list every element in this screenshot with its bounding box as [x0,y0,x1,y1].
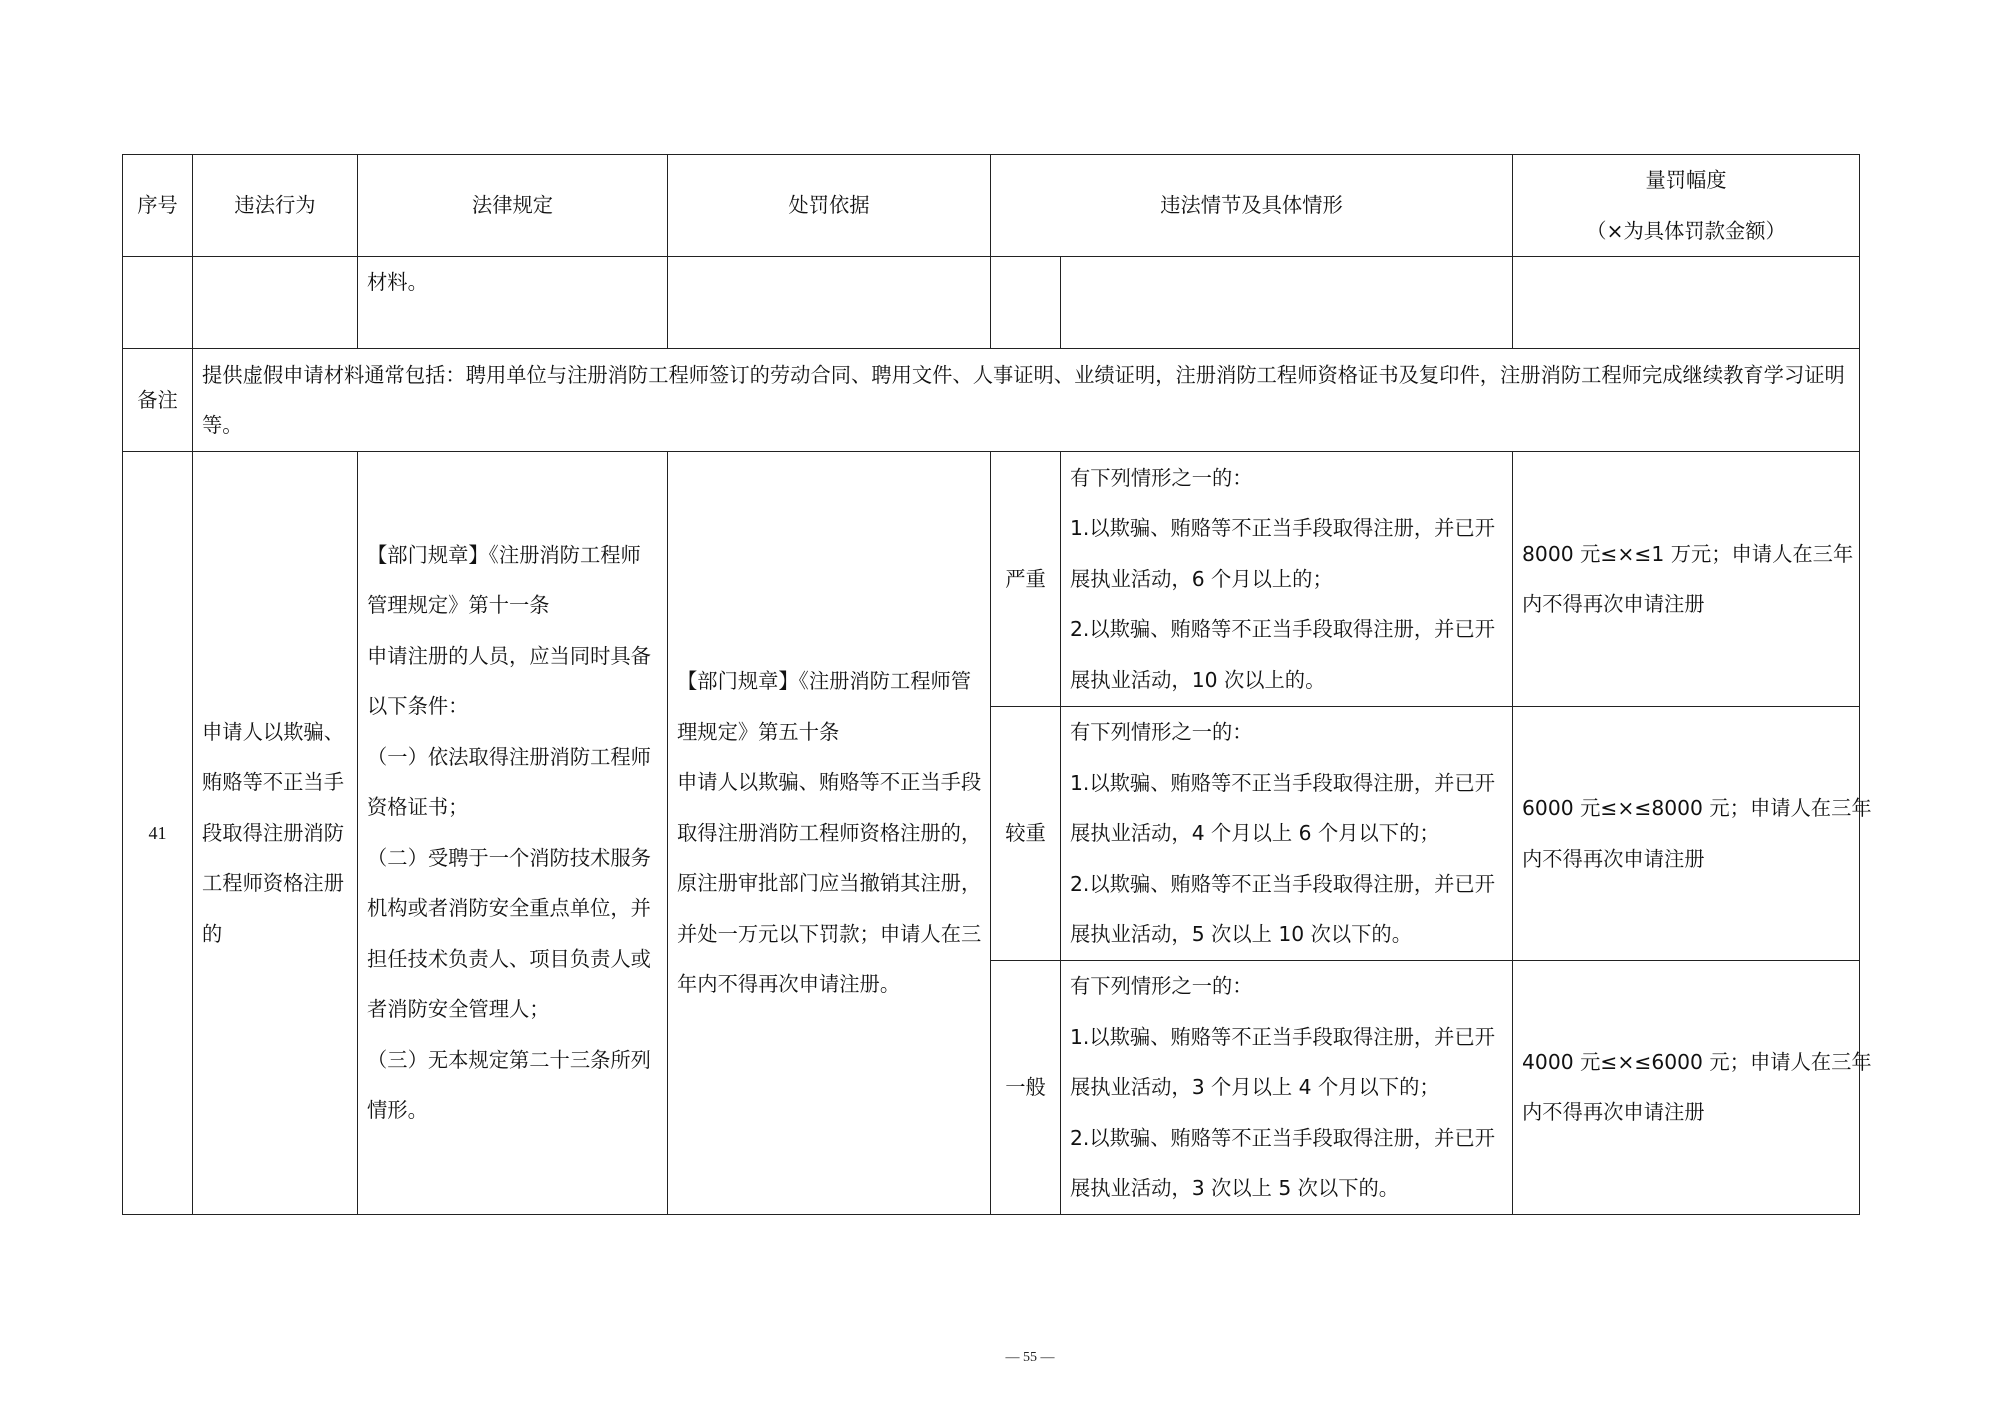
circumstance-line: 有下列情形之一的： [1070,465,1253,490]
level-circumstances-severe [1061,452,1513,707]
circumstance-line: 2.以欺骗、贿赂等不正当手段取得注册，并已开 [1070,871,1495,896]
empty-cell [1513,257,1860,349]
penalty-basis-line: 取得注册消防工程师资格注册的， [677,820,982,845]
penalty-basis-line: 原注册审批部门应当撤销其注册， [677,871,982,895]
empty-cell [193,257,358,349]
legal-provision-line: 【部门规章】《注册消防工程师 [367,542,641,567]
penalty-range-line: 8000 元≤×≤1 万元；申请人在三年 [1522,541,1854,566]
level-penalty-heavier [1513,707,1872,961]
circumstance-line: 2.以欺骗、贿赂等不正当手段取得注册，并已开 [1070,617,1495,642]
empty-cell [123,257,193,349]
table-header-row [123,155,1860,257]
violation-line: 段取得注册消防 [202,820,344,845]
penalty-basis-line: 【部门规章】《注册消防工程师管 [677,669,972,693]
circumstance-line: 1.以欺骗、贿赂等不正当手段取得注册，并已开 [1070,1024,1495,1049]
penalty-range-line: 4000 元≤×≤6000 元；申请人在三年 [1522,1049,1872,1074]
level-label-general: 一般 [991,961,1061,1215]
empty-cell [1061,257,1513,349]
violation-line: 申请人以欺骗、 [202,719,344,744]
penalty-basis-line: 申请人以欺骗、贿赂等不正当手段 [677,770,982,794]
legal-provision-line: 者消防安全管理人； [367,997,550,1022]
circumstance-line: 1.以欺骗、贿赂等不正当手段取得注册，并已开 [1070,770,1495,795]
legal-provision-line: （一）依法取得注册消防工程师 [367,744,651,769]
table-row-remarks [123,349,1860,452]
penalty-basis-line: 理规定》第五十条 [677,719,840,744]
legal-provision-line: 担任技术负责人、项目负责人或 [367,946,651,971]
item-violation [193,452,358,1215]
item-serial: 41 [123,452,193,1215]
penalty-basis-line: 年内不得再次申请注册。 [677,972,901,996]
remarks-label: 备注 [123,349,193,452]
penalty-range-line: 6000 元≤×≤8000 元；申请人在三年 [1522,796,1872,820]
header-violation: 违法行为 [193,155,358,257]
circumstance-line: 展执业活动，4 个月以上 6 个月以下的； [1070,821,1440,846]
table-row-item-41-severe [123,452,1860,707]
legal-provision-line: （三）无本规定第二十三条所列 [367,1047,651,1072]
circumstance-line: 展执业活动，5 次以上 10 次以下的。 [1070,922,1412,947]
level-circumstances-general [1061,961,1513,1215]
header-penalty-basis: 处罚依据 [668,155,991,257]
remarks-line: 提供虚假申请材料通常包括：聘用单位与注册消防工程师签订的劳动合同、聘用文件、人事证明、业绩证明，注册消防工程师资格证书及复印件，注册消防工程师完成继续教育学习证明 [202,362,1845,387]
circumstance-line: 展执业活动，10 次以上的。 [1070,667,1326,692]
violation-line: 的 [202,921,223,946]
legal-provision-line: 资格证书； [367,795,469,820]
header-penalty-range [1513,155,1860,257]
continued-legal-provision-text: 材料。 [367,270,428,294]
level-circumstances-heavier [1061,707,1513,961]
header-legal-provision: 法律规定 [358,155,668,257]
circumstance-line: 有下列情形之一的： [1070,720,1253,745]
circumstance-line: 有下列情形之一的： [1070,974,1253,998]
violation-line: 贿赂等不正当手 [202,770,344,794]
remarks-line: 等。 [202,413,243,437]
continued-legal-provision [358,257,668,349]
penalty-range-line: 内不得再次申请注册 [1522,846,1705,871]
header-circumstances: 违法情节及具体情形 [991,155,1513,257]
penalty-basis-line: 并处一万元以下罚款；申请人在三 [677,921,982,946]
legal-provision-line: 机构或者消防安全重点单位，并 [367,896,651,921]
penalty-range-line: 内不得再次申请注册 [1522,1100,1705,1125]
legal-provision-line: 申请注册的人员，应当同时具备 [367,643,651,668]
item-legal-provision [358,452,668,1215]
legal-provision-line: 管理规定》第十一条 [367,593,550,618]
level-penalty-general [1513,961,1872,1215]
level-label-severe: 严重 [991,452,1061,707]
level-label-heavier: 较重 [991,707,1061,961]
empty-cell [668,257,991,349]
item-penalty-basis [668,452,991,1215]
circumstance-line: 2.以欺骗、贿赂等不正当手段取得注册，并已开 [1070,1125,1495,1150]
page-number: — 55 — [1005,1350,1055,1365]
circumstance-line: 展执业活动，3 次以上 5 次以下的。 [1070,1176,1400,1200]
legal-provision-line: （二）受聘于一个消防技术服务 [367,845,651,870]
legal-provision-line: 以下条件： [367,694,469,719]
header-serial: 序号 [123,155,193,257]
penalty-standard-table [122,154,1872,1215]
violation-line: 工程师资格注册 [202,871,344,895]
circumstance-line: 展执业活动，3 个月以上 4 个月以下的； [1070,1075,1440,1099]
circumstance-line: 展执业活动，6 个月以上的； [1070,566,1333,591]
penalty-range-line: 内不得再次申请注册 [1522,592,1705,616]
legal-provision-line: 情形。 [367,1098,428,1123]
table-row-continued [123,257,1860,349]
empty-cell [991,257,1061,349]
level-penalty-severe [1513,452,1860,707]
header-penalty-range-note: （×为具体罚款金额） [1586,218,1786,243]
circumstance-line: 1.以欺骗、贿赂等不正当手段取得注册，并已开 [1070,516,1495,541]
remarks-text [193,349,1860,452]
header-penalty-range-title: 量罚幅度 [1645,168,1727,192]
